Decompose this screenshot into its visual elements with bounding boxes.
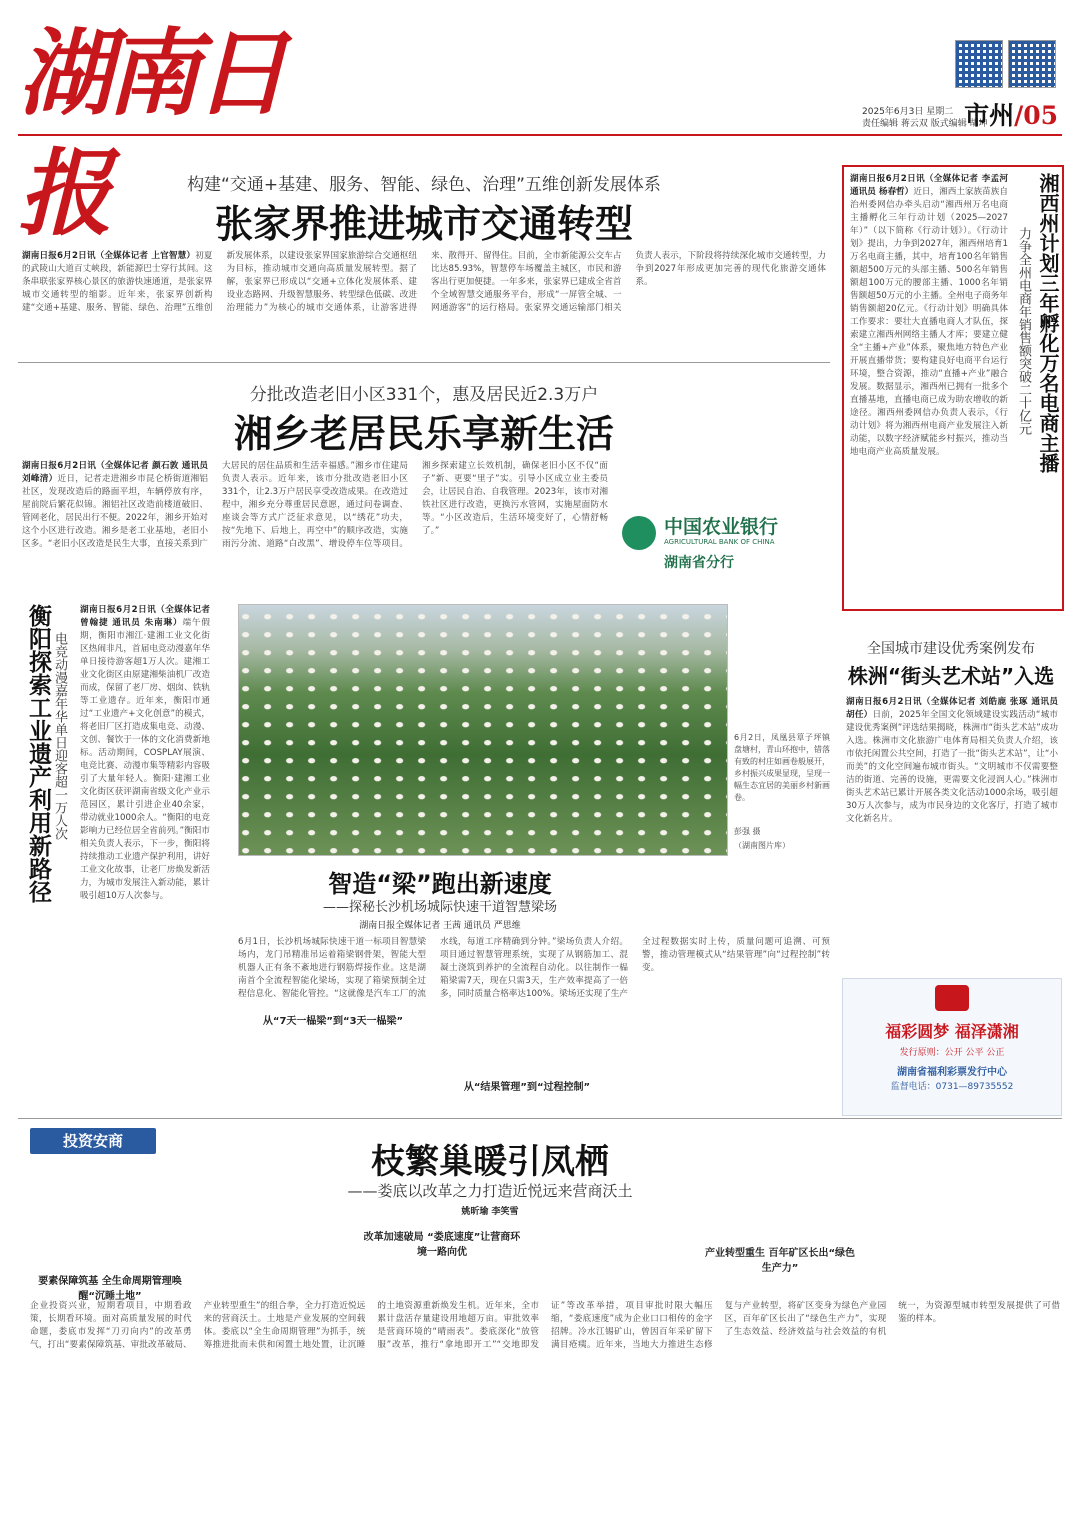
xiangxi-body <box>850 173 1008 601</box>
zhangjiajie-byline: 湖南日报6月2日讯（全媒体记者 上官智慧） <box>22 251 196 261</box>
lottery-logo-icon <box>935 985 969 1011</box>
photo-photographer: 彭强 摄 <box>734 827 761 836</box>
xiangxi-vertical-subhead: 力争全州电商年销售额突破二十亿元 <box>1016 227 1031 435</box>
zhuzhou-body <box>846 696 1058 958</box>
xiangxi-story-box <box>842 165 1064 611</box>
xiangxiang-kicker: 分批改造老旧小区331个，惠及居民近2.3万户 <box>249 385 599 405</box>
xiangxiang-body <box>22 460 608 590</box>
section-divider <box>18 362 830 363</box>
bridge-subheading-2: 从“结果管理”到“过程控制” <box>463 1082 591 1093</box>
hengyang-vertical-subhead: 电竞动漫嘉年华单日迎客超一万人次 <box>52 632 67 840</box>
editors-line: 责任编辑 蒋云双 版式编辑 胡坤 <box>862 119 988 129</box>
bridge-body: 6月1日，长沙机场城际快速干道一标项目智慧梁场内，龙门吊精准吊运着箱梁钢骨架，智能大型机器人正有条不紊地进行钢筋焊接作业。这是湖南首个全流程智能化梁场，实现了箱梁预制全过程信息化、智能化管控。“这就像是汽车工厂的流水线，每道工序精确到分钟。”梁场负责人介绍。项目通过智慧管理系统，实现了从钢筋加工、混凝土浇筑到养护的全流程自动化。以往制作一榀箱梁需7天，现在只需3天，生产效率提高了一倍多，同时质量合格率达100%。梁场还实现了生产全过程数据实时上传，质量问题可追溯、可预警，推动管理模式从“结果管理”向“过程控制”转变。 <box>238 937 830 999</box>
qr-code-icon <box>1008 40 1056 88</box>
loudi-col-head-2: 改革加速破局 “娄底速度”让营商环境一路向优 <box>363 1232 521 1258</box>
hengyang-text: 端午假期，衡阳市湘江·建湘工业文化街区热闹非凡，首届电竞动漫嘉年华单日接待游客超1万人次。建湘工业文化街区由原建湘柴油机厂改造而成，保留了老厂房、烟囱、铁轨等工业遗存。近年来，衡阳市通过“工业遗产+文化创意”的模式，将老旧厂区打造成集电竞、动漫、文创、餐饮于一体的文化消费新地标。活动期间，COSPLAY展演、电竞比赛、动漫市集等精彩内容吸引了大量年轻人。衡阳·建湘工业文化街区获评湖南省级文化产业示范园区，累计引进企业40余家，带动就业1000余人。“衡阳的电竞影响力已经位居全省前列。”衡阳市相关负责人表示，下一步，衡阳将持续推动工业遗产保护利用，讲好工业文化故事，让老厂房焕发新活力，为城市发展注入新动能，累计吸引超10万人次参与。 <box>80 618 210 901</box>
photo-credit: （湖南图片库） <box>734 841 790 850</box>
qr-code-icon <box>955 40 1003 88</box>
masthead-logo: 湖南日报 <box>18 19 283 249</box>
bridge-byline: 湖南日报全媒体记者 王茜 通讯员 严思维 <box>359 921 521 931</box>
zhangjiajie-text: 初夏的武陵山大道百丈峡段，新能源巴士穿行其间。这条串联张家界核心景区的旅游快速通道，是张家界城市交通转型的缩影。近年来，张家界创新构建“交通+基建、服务、智能、绿色、治理”五维创新发展体系，以建设张家界国家旅游综合交通枢纽为目标，推动城市交通向高质量发展转型。据了解，张家界已形成以“交通+立体化发展体系、建设业态路网、升级智慧服务、转型绿色低碳、改进治理能力”为核心的城市交通体系，让游客进得来、散得开、留得住。目前，全市新能源公交车占比达85.93%，智慧停车场覆盖主城区，市民和游客出行更加便捷。一年多来，张家界已建成全省首个全域智慧交通服务平台，形成“一屏管全城、一网通游客”的运行格局。张家界交通运输部门相关负责人表示，下阶段将持续深化城市交通转型，力争到2027年形成更加完善的现代化旅游交通体系。 <box>22 251 826 313</box>
zhangjiajie-headline: 张家界推进城市交通转型 <box>214 202 633 246</box>
abc-logo-icon <box>622 516 656 550</box>
xiangxiang-headline: 湘乡老居民乐享新生活 <box>233 412 614 456</box>
date-line: 2025年6月3日 星期二 <box>862 107 954 117</box>
xiangxiang-text: 近日，记者走进湘乡市昆仑桥街道湘铝社区，发现改造后的路面平坦，车辆停放有序，屋前院后繁花似锦。湘铝社区改造前楼道破旧、管网老化，居民出行不便。2022年，湘乡开始对这个小区进行改造。湘乡是老工业基地，老旧小区多。“老旧小区改造是民生大事，直接关系到广大居民的居住品质和生活幸福感。”湘乡市住建局负责人表示。近年来，该市分批改造老旧小区331个，让2.3万户居民享受改造成果。在改造过程中，湘乡充分尊重居民意愿，通过问卷调查、座谈会等方式广泛征求意见，以“绣花”功夫，按“先地下、后地上，再空中”的顺序改造，实施雨污分流、道路“白改黑”、增设停车位等项目。湘乡探索建立长效机制，确保老旧小区不仅“面子”新、更要“里子”实。引导小区成立业主委员会，让居民自治、自我管理。2023年，该市对湘铁社区进行改造，更换污水管网，实施屋面防水等。“小区改造后，生活环境变好了，心情舒畅了。” <box>22 461 608 549</box>
zhangjiajie-kicker: 构建“交通+基建、服务、智能、绿色、治理”五维创新发展体系 <box>187 175 661 195</box>
hengyang-vertical-headline: 衡阳探索工业遗产利用新路径 <box>25 604 51 903</box>
investment-section-tag: 投资安商 <box>30 1128 156 1154</box>
bank-branch: 湖南省分行 <box>664 555 734 571</box>
hengyang-body <box>80 604 210 1104</box>
zhuzhou-kicker: 全国城市建设优秀案例发布 <box>867 641 1035 657</box>
page-section-label <box>964 96 1058 132</box>
zhuzhou-headline: 株洲“街头艺术站”入选 <box>847 664 1055 688</box>
masthead-rule <box>18 134 1062 136</box>
bridge-subheading-1: 从“7天一榀梁”到“3天一榀梁” <box>262 1016 404 1027</box>
xiangxi-text: 近日，湘西土家族苗族自治州委网信办牵头启动“湘西州万名电商主播孵化三年行动计划（2025—2027年）”（以下简称《行动计划》）。《行动计划》提出，力争到2027年，湘西州培育1万名电商主播，其中，培育100名年销售额超500万元的头部主播、500名年销售额超100万元的腰部主播、1000名年销售额超50万元的小主播。全州电子商务年销售额超20亿元。《行动计划》明确具体工作要求：要壮大直播电商人才队伍，探索建立湘西州网络主播人才库；要建立健全“主播+产业”体系，聚焦地方特色产业开展直播带货；要构建良好电商平台运行环境，整合资源，推动“直播+产业”融合发展。数据显示，湘西州已拥有一批多个直播基地，直播电商已成为助农增收的新途径。湘西州委网信办负责人表示，《行动计划》将为湘西州电商产业发展注入新动能，以数字经济赋能乡村振兴，推动当地电商产业高质量发展。 <box>850 187 1008 457</box>
village-photo <box>238 604 728 856</box>
loudi-subhead: ——娄底以改革之力打造近悦远来营商沃土 <box>347 1182 633 1200</box>
lottery-phone: 监督电话：0731—89735552 <box>890 1082 1014 1092</box>
lottery-center: 湖南省福利彩票发行中心 <box>897 1067 1007 1078</box>
lottery-slogan: 福彩圆梦 福泽潇湘 <box>885 1022 1019 1041</box>
section-name: 市州 <box>964 101 1015 130</box>
bank-name-en: AGRICULTURAL BANK OF CHINA <box>664 538 775 546</box>
zhangjiajie-body <box>22 250 826 354</box>
loudi-headline: 枝繁巢暖引凤栖 <box>371 1142 609 1182</box>
xiangxiang-byline: 湖南日报6月2日讯（全媒体记者 颜石敦 通讯员 刘峰清） <box>22 461 208 484</box>
page-number: /05 <box>1014 101 1058 130</box>
loudi-byline: 姚昕瑜 李笑雪 <box>461 1207 519 1217</box>
loudi-col-head-1: 要素保障筑基 全生命周期管理唤醒“沉睡土地” <box>38 1276 182 1302</box>
bank-name: 中国农业银行 <box>664 516 779 538</box>
bridge-headline: 智造“梁”跑出新速度 <box>328 870 552 898</box>
loudi-col-head-3: 产业转型重生 百年矿区长出“绿色生产力” <box>704 1248 856 1274</box>
zhuzhou-text: 日前，2025年全国文化领域建设实践活动“城市建设优秀案例”评选结果揭晓，株洲市“街头艺术站”成功入选。株洲市文化旅游广电体育局相关负责人介绍，该市依托闲置公共空间，打造了一批“街头艺术站”，让“小而美”的文化空间遍布城市街头。“文明城市不仅需要整洁的街道、完善的设施，更需要文化浸润人心。”株洲市街头艺术站已累计开展各类文化活动1000余场，吸引超30万人次参与，成为市民身边的文化客厅，打造了城市文化新名片。 <box>846 710 1058 824</box>
lottery-advertisement <box>842 978 1062 1116</box>
lottery-principle: 发行原则：公开 公平 公正 <box>899 1048 1005 1058</box>
bridge-subhead: ——探秘长沙机场城际快速干道智慧梁场 <box>322 900 557 915</box>
zhuzhou-byline: 湖南日报6月2日讯（全媒体记者 刘皓鹿 张琢 通讯员 胡任） <box>846 697 1058 720</box>
bank-advertisement <box>616 506 830 584</box>
xiangxi-vertical-headline: 湘西州计划三年孵化万名电商主播 <box>1036 173 1060 473</box>
loudi-body: 企业投资兴业，短期看项目，中期看政策，长期看环境。面对高质量发展的时代命题，娄底市发挥“刀刃向内”的改革勇气，打出“要素保障筑基、审批改革破局、产业转型重生”的组合拳，全力打造近悦远来的营商沃土。土地是产业发展的空间载体。娄底以“全生命周期管理”为抓手，统筹推进批而未供和闲置土地处置，让沉睡的土地资源重新焕发生机。近年来，全市累计盘活存量建设用地超万亩。审批效率是营商环境的“晴雨表”。娄底深化“放管服”改革，推行“拿地即开工”“交地即发证”等改革举措，项目审批时限大幅压缩，“娄底速度”成为企业口口相传的金字招牌。冷水江锡矿山，曾因百年采矿留下满目疮痍。近年来，当地大力推进生态修复与产业转型，将矿区变身为绿色产业园区，百年矿区长出了“绿色生产力”，实现了生态效益、经济效益与社会效益的有机统一，为资源型城市转型发展提供了可借鉴的样本。 <box>30 1301 1060 1350</box>
hengyang-byline: 湖南日报6月2日讯（全媒体记者 曾翰捷 通讯员 朱南琳） <box>80 605 210 628</box>
section-divider <box>18 1118 1062 1119</box>
photo-caption: 6月2日，凤凰县筸子坪镇盘塘村，青山环抱中，错落有致的村庄如画卷般展开，乡村振兴成果显现，呈现一幅生态宜居的美丽乡村新画卷。 <box>734 733 830 802</box>
xiangxi-byline: 湖南日报6月2日讯（全媒体记者 李孟河 通讯员 杨春哲） <box>850 174 1008 197</box>
